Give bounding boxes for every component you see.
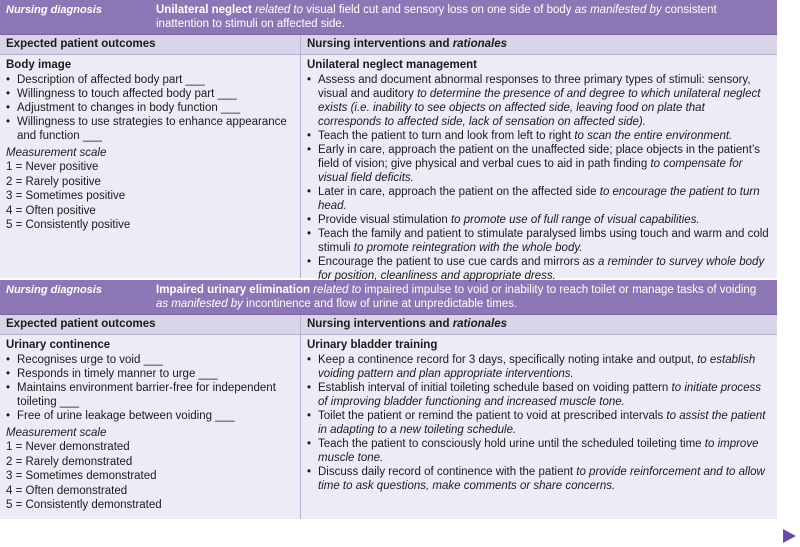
interventions-cell — [300, 335, 777, 519]
outcomes-cell — [0, 55, 300, 278]
diagnosis-label: Nursing diagnosis — [6, 4, 102, 16]
list-item: • Maintains environment barrier-free for independent toileting ___ — [6, 381, 294, 409]
diagnosis-text: Unilateral neglect related to visual field cut and sensory loss on one side of body as manifested by consistent inattention to stimuli on affected side. — [156, 4, 717, 30]
content-row-1 — [0, 55, 777, 282]
scale-item: 5 = Consistently demonstrated — [6, 499, 162, 511]
scale-item: 3 = Sometimes demonstrated — [6, 470, 157, 482]
scale-item: 1 = Never positive — [6, 161, 99, 173]
list-item: • Description of affected body part ___ — [6, 73, 294, 87]
list-item: • Encourage the patient to use cue cards and mirrors as a reminder to survey whole body for position, cleanliness and appropriate dress. — [307, 255, 771, 283]
outcome-list — [6, 73, 294, 143]
scale-title: Measurement scale — [6, 147, 107, 159]
diagnosis-bar-2 — [0, 278, 777, 315]
measurement-scale — [6, 440, 294, 513]
scale-item: 2 = Rarely demonstrated — [6, 455, 133, 468]
outcome-title: Urinary continence — [6, 339, 111, 351]
diagnosis-text: Impaired urinary elimination related to impaired impulse to void or inability to reach toilet or manage tasks of voiding as manifested by incontinence and flow of urine at unpredictable times. — [156, 284, 757, 310]
scale-item: 3 = Sometimes positive — [6, 190, 126, 202]
scale-item: 5 = Consistently positive — [6, 219, 131, 231]
list-item: • Assess and document abnormal responses to three primary types of stimuli: sensory, visual and auditory to determine the presence of and degree to which unilateral neglect exists (i.e. inability to see objects on affected side, leaving food on plate that corresponds to affected side, lack of sensation on affected side). — [307, 73, 771, 129]
scale-item: 4 = Often positive — [6, 204, 96, 217]
intervention-list — [307, 73, 771, 283]
outcomes-header: Expected patient outcomes — [6, 318, 156, 330]
list-item: • Toilet the patient or remind the patient to void at prescribed intervals to assist the patient in adapting to a new toileting schedule. — [307, 409, 771, 437]
list-item: • Discuss daily record of continence with the patient to provide reinforcement and to allow time to ask questions, make comments or share concerns. — [307, 465, 771, 493]
scale-item: 2 = Rarely positive — [6, 175, 101, 188]
list-item: • Keep a continence record for 3 days, specifically noting intake and output, to establish voiding pattern and plan appropriate interventions. — [307, 353, 771, 381]
list-item: • Establish interval of initial toileting schedule based on voiding pattern to initiate process of improving bladder functioning and increased muscle tone. — [307, 381, 771, 409]
content-row-2 — [0, 335, 777, 519]
measurement-scale — [6, 160, 294, 233]
list-item: • Provide visual stimulation to promote use of full range of visual capabilities. — [307, 213, 771, 227]
scale-title: Measurement scale — [6, 427, 107, 439]
list-item: • Adjustment to changes in body function ___ — [6, 101, 294, 115]
list-item: • Free of urine leakage between voiding ___ — [6, 409, 294, 423]
intervention-title: Unilateral neglect management — [307, 59, 477, 71]
list-item: • Responds in timely manner to urge ___ — [6, 367, 294, 381]
list-item: • Willingness to use strategies to enhance appearance and function ___ — [6, 115, 294, 143]
interventions-header: Nursing interventions and rationales — [300, 35, 777, 54]
list-item: • Early in care, approach the patient on the unaffected side; place objects in the patient’s field of vision; give physical and verbal cues to aid in path finding to compensate for visual field deficits. — [307, 143, 771, 185]
intervention-list — [307, 353, 771, 493]
list-item: • Teach the patient to consciously hold urine until the scheduled toileting time to improve muscle tone. — [307, 437, 771, 465]
interventions-cell — [300, 55, 777, 282]
next-page-arrow-icon[interactable] — [783, 529, 796, 543]
list-item: • Recognises urge to void ___ — [6, 353, 294, 367]
intervention-title: Urinary bladder training — [307, 339, 438, 351]
outcome-list — [6, 353, 294, 423]
outcomes-cell — [0, 335, 300, 519]
scale-item: 4 = Often demonstrated — [6, 484, 128, 497]
list-item: • Later in care, approach the patient on the affected side to encourage the patient to turn head. — [307, 185, 771, 213]
scale-item: 1 = Never demonstrated — [6, 441, 130, 453]
outcomes-header: Expected patient outcomes — [6, 38, 156, 50]
list-item: • Teach the family and patient to stimulate paralysed limbs using touch and warm and cold stimuli to promote reintegration with the whole body. — [307, 227, 771, 255]
diagnosis-label: Nursing diagnosis — [6, 284, 102, 296]
list-item: • Teach the patient to turn and look from left to right to scan the entire environment. — [307, 129, 771, 143]
column-header-row-1 — [0, 35, 777, 55]
column-header-row-2 — [0, 315, 777, 335]
outcome-title: Body image — [6, 59, 72, 71]
interventions-header: Nursing interventions and rationales — [300, 315, 777, 334]
list-item: • Willingness to touch affected body part ___ — [6, 87, 294, 101]
diagnosis-bar-1 — [0, 0, 777, 35]
